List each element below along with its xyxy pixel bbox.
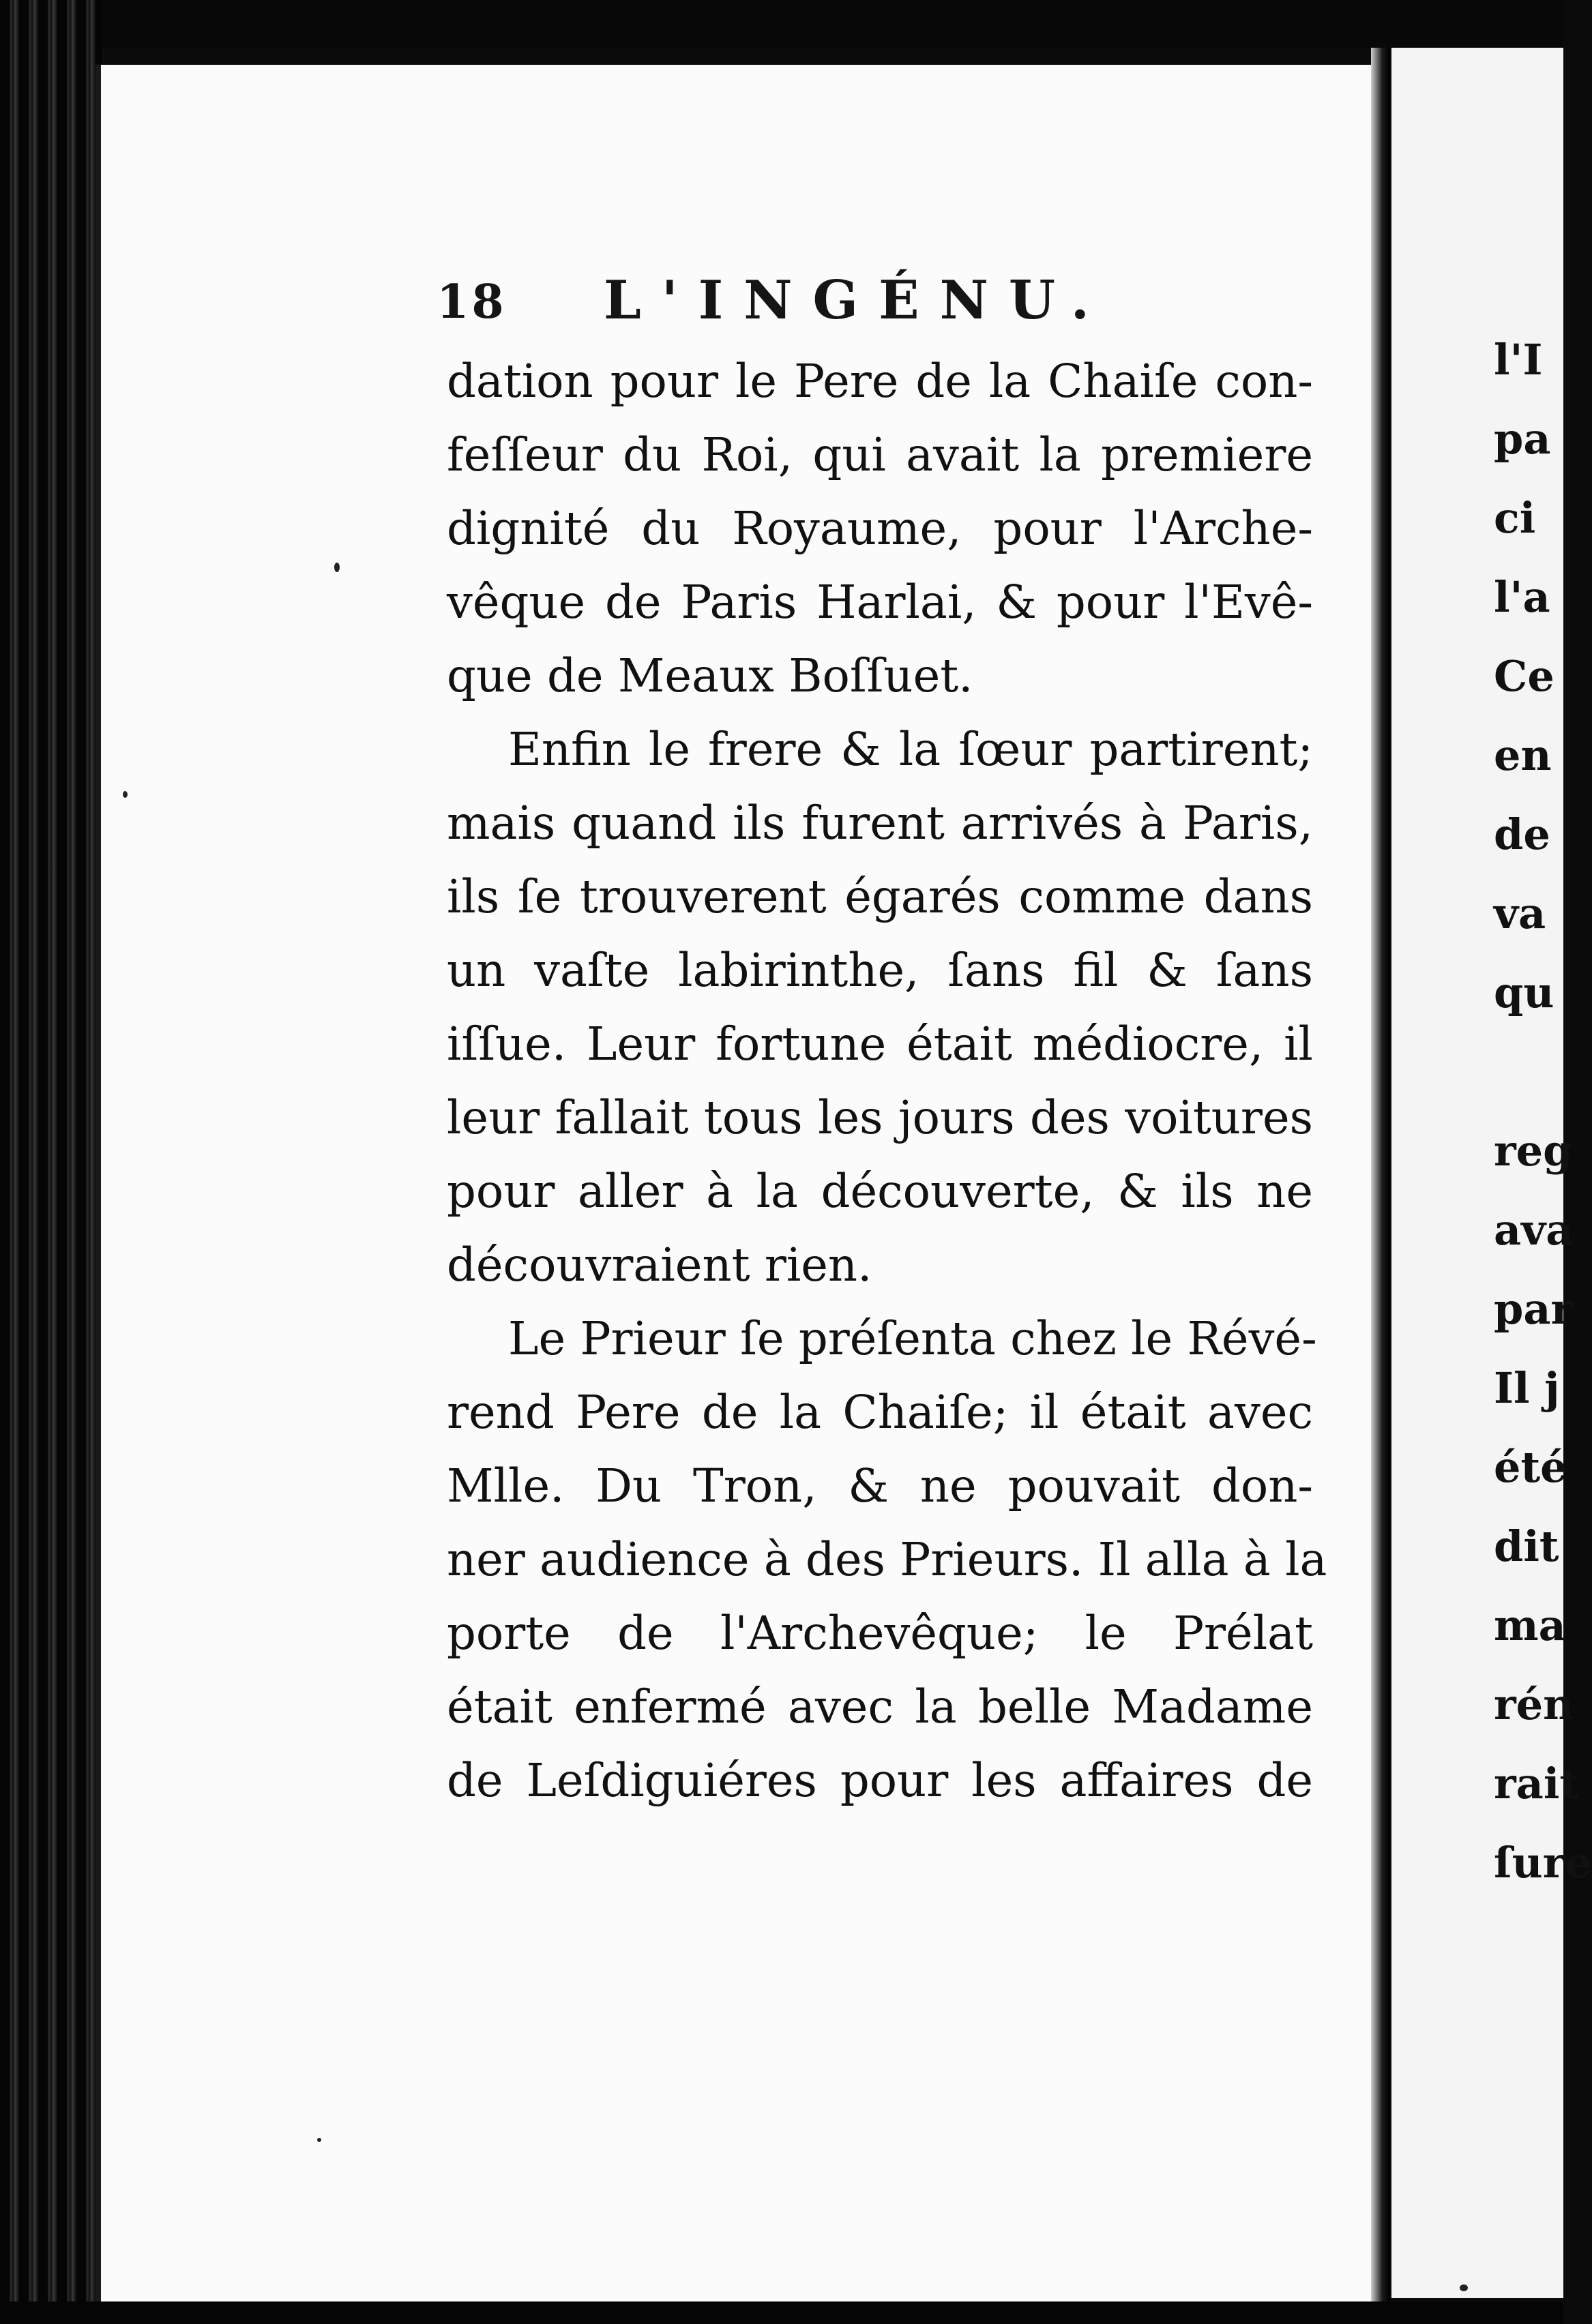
facing-fragment: en bbox=[1494, 730, 1552, 780]
facing-fragment: ſure bbox=[1494, 1838, 1592, 1888]
text-line: rend Pere de la Chaiſe; il était avec bbox=[447, 1386, 1313, 1439]
facing-fragment: rén bbox=[1494, 1680, 1574, 1729]
text-line: porte de l'Archevêque; le Prélat bbox=[447, 1607, 1313, 1660]
text-line: vêque de Paris Harlai, & pour l'Evê- bbox=[447, 576, 1313, 629]
text-line: dignité du Royaume, pour l'Arche- bbox=[447, 502, 1313, 555]
running-title: L'INGÉNU. bbox=[604, 269, 1110, 331]
facing-fragment: ava bbox=[1494, 1205, 1574, 1255]
text-line: Mlle. Du Tron, & ne pouvait don- bbox=[447, 1459, 1313, 1513]
text-line: découvraient rien. bbox=[447, 1238, 872, 1292]
facing-fragment: par bbox=[1494, 1284, 1574, 1334]
facing-page-text bbox=[1494, 321, 1592, 1903]
scan-bottom-border bbox=[0, 2301, 1563, 2324]
body-text bbox=[447, 344, 1327, 1817]
text-line: dation pour le Pere de la Chaiſe con- bbox=[447, 355, 1313, 408]
facing-fragment: l'a bbox=[1494, 572, 1550, 622]
text-line: ils ſe trouverent égarés comme dans bbox=[447, 870, 1313, 923]
facing-fragment: reg bbox=[1494, 1126, 1573, 1176]
text-line: un vaſte labirinthe, ſans fil & ſans bbox=[447, 944, 1313, 997]
text-line: que de Meaux Boſſuet. bbox=[447, 649, 973, 702]
scan-top-border bbox=[0, 0, 1563, 48]
text-line: était enfermé avec la belle Madame bbox=[447, 1680, 1313, 1733]
page-gutter-shadow bbox=[1371, 48, 1390, 2312]
facing-fragment: ci bbox=[1494, 493, 1536, 543]
facing-fragment: dit bbox=[1494, 1521, 1559, 1571]
text-line: pour aller à la découverte, & ils ne bbox=[447, 1165, 1313, 1218]
text-line: de Leſdiguiéres pour les affaires de bbox=[447, 1754, 1313, 1807]
facing-fragment: va bbox=[1494, 889, 1546, 938]
facing-fragment: rait bbox=[1494, 1759, 1580, 1808]
paper-speck bbox=[1460, 2284, 1468, 2291]
book-binding bbox=[0, 0, 102, 2324]
paper-speck bbox=[334, 563, 340, 572]
facing-fragment: été bbox=[1494, 1442, 1567, 1492]
paragraph-start-line: Enfin le frere & la ſœur partirent; bbox=[508, 723, 1313, 776]
facing-fragment: qu bbox=[1494, 968, 1554, 1017]
facing-fragment: l'I bbox=[1494, 335, 1543, 385]
text-line: iſſue. Leur fortune était médiocre, il bbox=[447, 1017, 1313, 1071]
text-line: mais quand ils furent arrivés à Paris, bbox=[447, 796, 1313, 850]
text-line: feſſeur du Roi, qui avait la premiere bbox=[447, 428, 1313, 481]
facing-fragment: de bbox=[1494, 809, 1550, 859]
facing-fragment: Il j bbox=[1494, 1363, 1560, 1413]
facing-fragment: ma bbox=[1494, 1600, 1566, 1650]
text-line: leur fallait tous les jours des voitures bbox=[447, 1091, 1313, 1144]
facing-fragment: Ce bbox=[1494, 651, 1554, 701]
text-line: ner audience à des Prieurs. Il alla à la bbox=[447, 1533, 1327, 1586]
paper-speck bbox=[317, 2138, 321, 2142]
page-number: 18 bbox=[437, 275, 507, 329]
page-header bbox=[437, 269, 1187, 344]
paper-speck bbox=[123, 791, 128, 798]
facing-fragment: pa bbox=[1494, 414, 1551, 464]
facing-fragment bbox=[1494, 1032, 1592, 1112]
paragraph-start-line: Le Prieur ſe préſenta chez le Révé- bbox=[508, 1312, 1317, 1365]
